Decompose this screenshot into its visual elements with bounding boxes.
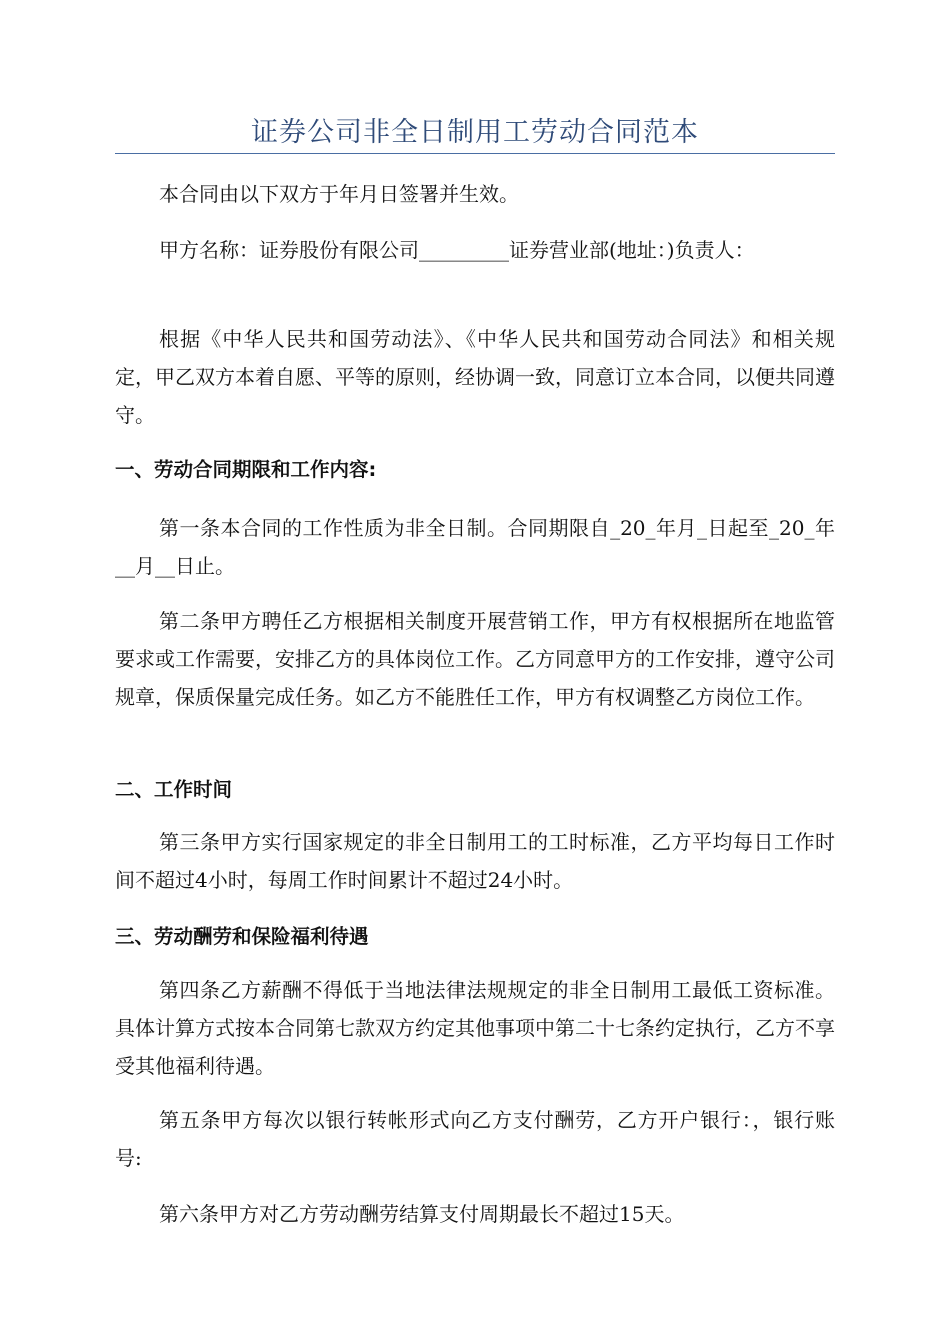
intro-paragraph: 本合同由以下双方于年月日签署并生效。 [159,182,519,206]
article1-paragraph: 第一条本合同的工作性质为非全日制。合同期限自_20_年月_日起至_20_年__月__日止。 [115,516,835,578]
section1-heading: 一、劳动合同期限和工作内容: [115,458,377,481]
section2-heading: 二、工作时间 [115,778,233,801]
party-a-paragraph: 甲方名称：证券股份有限公司_________证券营业部(地址：)负责人： [159,238,755,262]
article3-paragraph: 第三条甲方实行国家规定的非全日制用工的工时标准，乙方平均每日工作时间不超过4小时，每周工作时间累计不超过24小时。 [115,830,835,892]
article2-paragraph: 第二条甲方聘任乙方根据相关制度开展营销工作，甲方有权根据所在地监管要求或工作需要，安排乙方的具体岗位工作。乙方同意甲方的工作安排，遵守公司规章，保质保量完成任务。如乙方不能胜任工作，甲方有权调整乙方岗位工作。 [115,609,835,709]
document-title: 证券公司非全日制用工劳动合同范本 [251,117,699,148]
title-underline [115,153,835,154]
article6-paragraph: 第六条甲方对乙方劳动酬劳结算支付周期最长不超过15天。 [159,1202,685,1226]
article4-paragraph: 第四条乙方薪酬不得低于当地法律法规规定的非全日制用工最低工资标准。具体计算方式按本合同第七款双方约定其他事项中第二十七条约定执行，乙方不享受其他福利待遇。 [115,978,835,1078]
article5-paragraph: 第五条甲方每次以银行转帐形式向乙方支付酬劳，乙方开户银行：，银行账号: [115,1108,835,1170]
basis-paragraph: 根据《中华人民共和国劳动法》、《中华人民共和国劳动合同法》和相关规定，甲乙双方本着自愿、平等的原则，经协调一致，同意订立本合同，以便共同遵守。 [115,327,835,427]
section3-heading: 三、劳动酬劳和保险福利待遇 [115,925,369,948]
